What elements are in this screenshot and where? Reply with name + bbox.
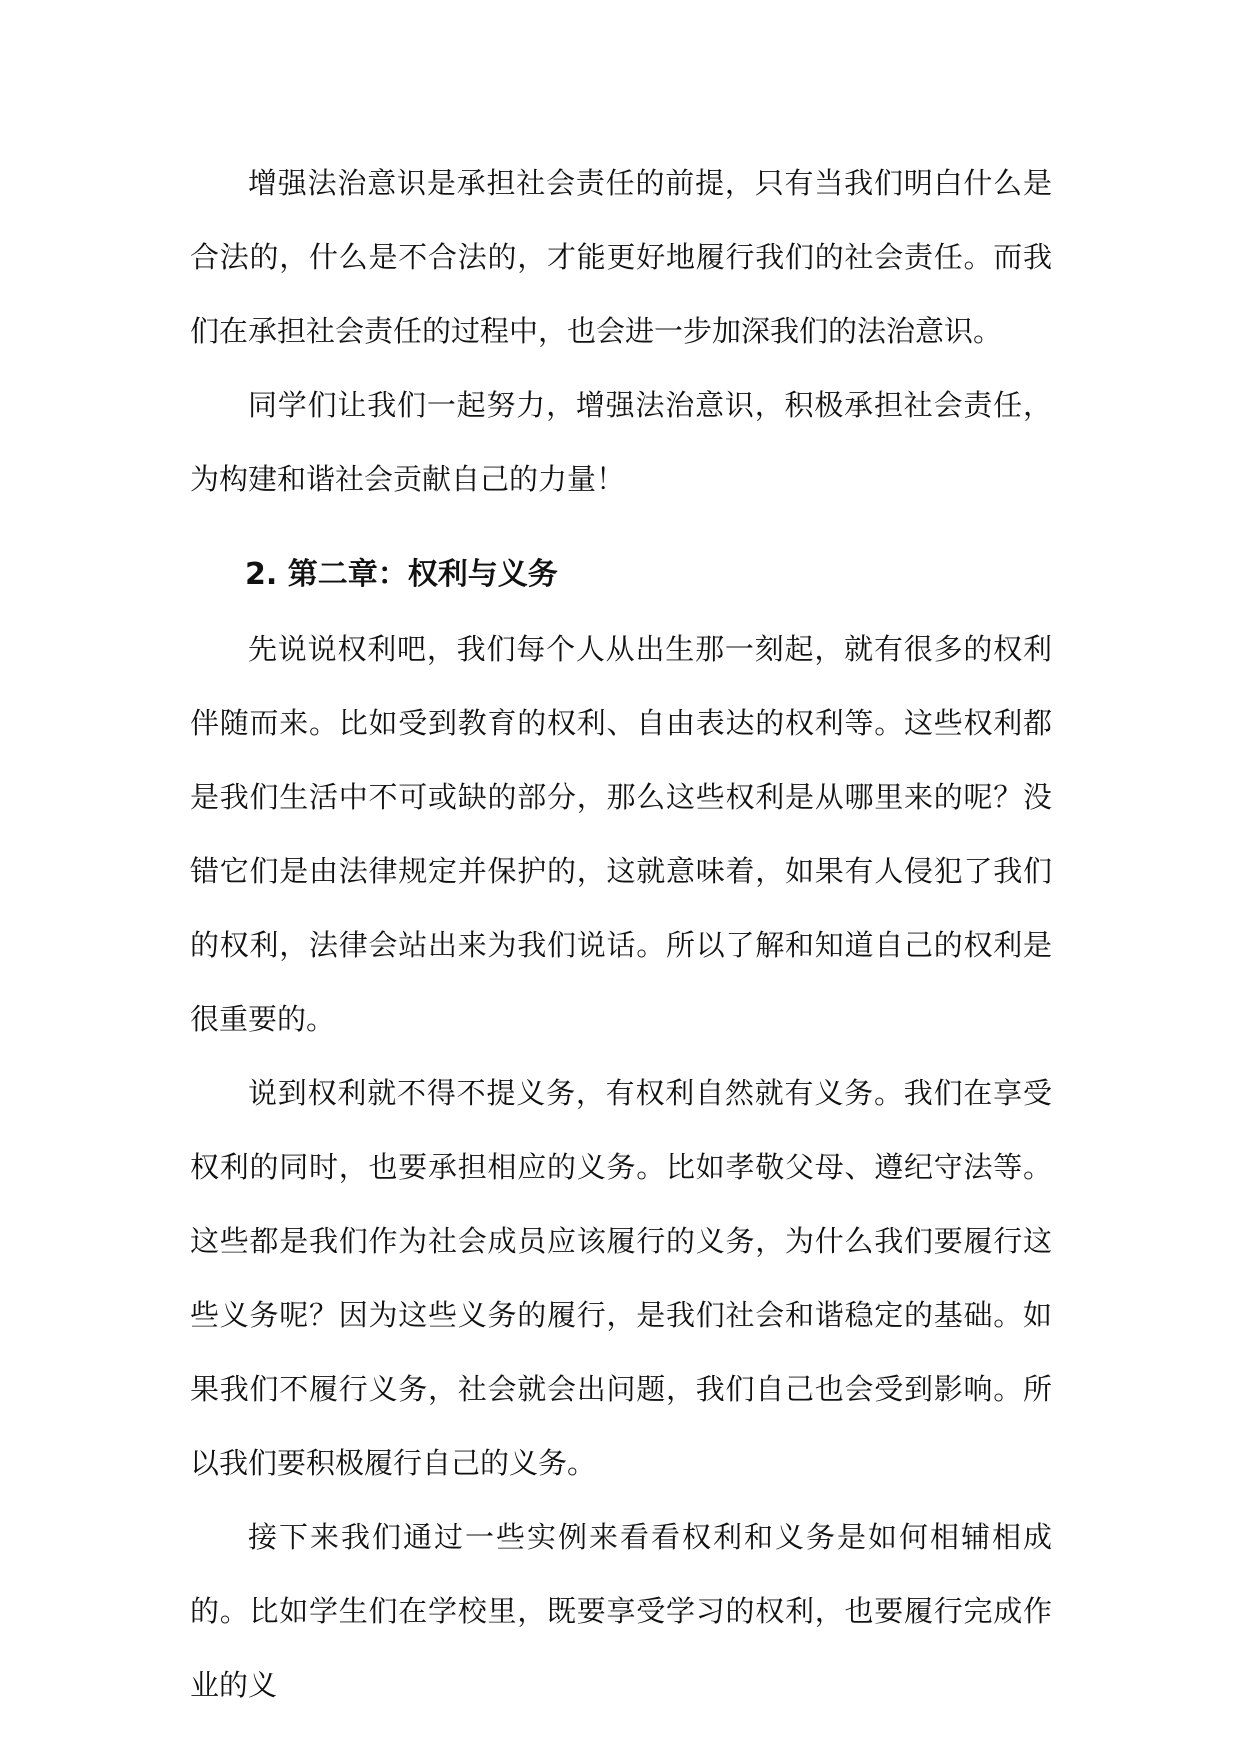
paragraph: 同学们让我们一起努力，增强法治意识，积极承担社会责任，为构建和谐社会贡献自己的力量！ bbox=[190, 388, 1052, 496]
paragraph: 先说说权利吧，我们每个人从出生那一刻起，就有很多的权利伴随而来。比如受到教育的权利、自由表达的权利等。这些权利都是我们生活中不可或缺的部分，那么这些权利是从哪里来的呢？没错它们是由法律规定并保护的，这就意味着，如果有人侵犯了我们的权利，法律会站出来为我们说话。所以了解和知道自己的权利是很重要的。 bbox=[190, 632, 1052, 1036]
paragraph: 增强法治意识是承担社会责任的前提，只有当我们明白什么是合法的，什么是不合法的，才能更好地履行我们的社会责任。而我们在承担社会责任的过程中，也会进一步加深我们的法治意识。 bbox=[190, 166, 1052, 348]
paragraph: 接下来我们通过一些实例来看看权利和义务是如何相辅相成的。比如学生们在学校里，既要享受学习的权利，也要履行完成作业的义 bbox=[190, 1520, 1052, 1702]
section-heading: 2. 第二章：权利与义务 bbox=[245, 557, 558, 592]
paragraph: 说到权利就不得不提义务，有权利自然就有义务。我们在享受权利的同时，也要承担相应的义务。比如孝敬父母、遵纪守法等。这些都是我们作为社会成员应该履行的义务，为什么我们要履行这些义务呢？因为这些义务的履行，是我们社会和谐稳定的基础。如果我们不履行义务，社会就会出问题，我们自己也会受到影响。所以我们要积极履行自己的义务。 bbox=[190, 1076, 1052, 1480]
document-body bbox=[190, 146, 1052, 1722]
